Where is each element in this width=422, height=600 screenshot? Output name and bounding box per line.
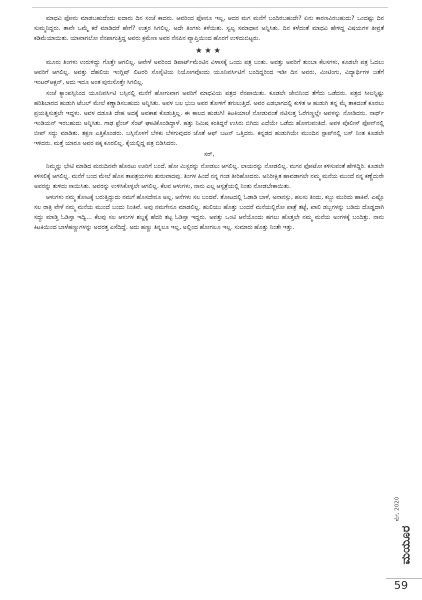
paragraph: ಸಂಜೆ ಕ್ಯಾಂಪಸ್ಸಿನಿಂದ ಯೂನಿವರ್ಸಿಟಿ ಬಸ್ಸಿನಲ್ಲಿ ಮನೆಗೆ ಹೋಗುವಾಗ ಅವರಿಗೆ ಮಾಧವಿಯ ಪತ್ರದ ನೆನಪಾಯಿತು. ಕೂಡಲೇ ಜೇಬಿನಿಂದ ತೆಗೆದು ಒಡೆದರು. ಪತ್ರದ ಸೀಲನ್ನಿಷ್ಟು ಹರಿಶಿಬಾರದ ಹುಡುಗಿ ಟೆಬಲ್ ಮೇಲೆ ಕಣ್ಣಾಡಿಸಬಹುದು ಅನ್ನಿಸಿತು. ಅವಳ ಬಲ ಭುಜ ಅವರ ತೋಳಿಗೆ ತಗುಲುತ್ತಿದೆ. ಅವರ ಎಡಭಾಗದಲ್ಲಿ ಕುಳಿತ ಆ ಹುಡುಗಿ ತನ್ನ ಮೈ ತಾಕದಂತೆ ಕೂರಲು ಪ್ರಯತ್ನಿಸುತ್ತಲೇ ಇದ್ದಳು. ಅವಳ ದಡೂತಿ ದೇಹ ಅದಕ್ಕೆ ಅವಕಾಶ ಕೊಡುತ್ತಿಲ್ಲ. ಈ ಕಾಲದ ಹುಡುಗಿ! ಕಿಟಕಿಯಾಚೆ ನೋಡುವಂತೆ ನಟಿಸುತ್ತ ಓರೆಗಣ್ಣಲ್ಲೇ ಅವಳನ್ನು ನೋಡಿದರು. ನಾರ್ಥ್ ಇಂಡಿಯನ್ ಇರಬಹುದು ಅನ್ನಿಸಿತು. ಗಾಢ ಫ್ರೆಂಚ್ ಸೆಂಟ್ ಘಾಟಿಕೊಂಡಿದ್ದಾಳೆ. ಹತ್ತು ನಿಮಿಷ ಕಂತಿದ್ದರೆ ಉಸಿರು ಬಿಗಿದು ಎದೆಯೇ ಒಡೆದು ಹೋಗುವಂತಿದೆ. ಅವಳ ಪೊಲೀಸ್ ಫೋನ್‌ನಲ್ಲಿ ಬೀಪ್ ಸದ್ದು ಮಾಡಿತು. ತಕ್ಷಣ ಎತ್ತಿಕೊಂಡರು. ಬಸ್ಸಿನೊಳಗೆ ಬೆಳಕು ಬೆಳಗುವುದರ ಜೊತೆ ಆಫ್ ಬಟನ್ ಒತ್ತಿದರು. ಕನ್ನಡದ ಹುಡುಗಿಯೇ ಮುಂದಿನ ಸ್ಟಾಪ್‌ನಲ್ಲಿ ಬಸ್ ನಿಂತ ಕೂಡಲೇ ಇಳಿದರು. ಮತ್ತೆ ಯಾರೂ ಅವರ ಪಕ್ಕ ಕೂರಲಿಲ್ಲ. ಕೈಯಲ್ಲಿದ್ದ ಪತ್ರ ಬಿಡಿಸಿದರು.	[34, 89, 384, 148]
issue-date: ಮೇ, 2020	[394, 496, 401, 522]
magazine-name: ಮಯೂರ	[398, 525, 413, 565]
section-break-stars: ★★★	[195, 46, 223, 56]
page-number: 59	[394, 579, 408, 592]
letter-salutation: ಸರ್,	[204, 151, 215, 159]
header-rule	[32, 7, 388, 8]
article-body	[34, 14, 384, 233]
paragraph: ನಿಮ್ಮನ್ನು ಭೇಟಿ ಮಾಡಿದ ಮರುದಿನವೇ ಹೊರಟು ಊರಿಗೆ ಬಂದೆ. ಹೋ ಮಿಸ್ಟರನ್ನು ನೋಡಲು ಆಗಲಿಲ್ಲ. ಲಾಯರನ್ನು ನೋಡಲಿಲ್ಲ. ಮಗನ ಫೋಟೋ ಕಳಿಸುವಂತೆ ಹೇಳಿದ್ದಿರಿ. ಕೂಡಲೇ ಕಳಿಸಲಿಕ್ಕೆ ಆಗಲಿಲ್ಲ. ಮನೆಗೆ ಬಂದ ಮೇಲೆ ಹೊಸ ತಾಪತ್ರಯಗಳು ಶುರುವಾದವು. ತಿಂಗಳ ಹಿಂದೆ ನನ್ನ ಗಂಡ ತೀರಿಹೋದರು. ಅನಿರೀಕ್ಷಿತ ಹಾವಡಾಗಲೇ ನಮ್ಮ ಮನೆಯ ಮುಂದೆ ನನ್ನ ಕಣ್ಣೆದುರೇ ಅವರನ್ನು ತುಳಿದು ಸಾಯಿಸಿತು. ಅವರನ್ನು ಉಳಿಸಿಕೊಳ್ಳಲೇ ಆಗಲಿಲ್ಲ. ಕೆಲವ ಆಳುಗಳು, ನಾನು ಎಲ್ಲ ಆಸ್ಪತ್ರೆಯಲ್ಲಿ ನಿಂತು ನೋಡಬೇಕಾಯಿತು.	[34, 163, 384, 191]
brand-wrap	[396, 514, 416, 576]
paragraph: ಮೂರು ತಿಂಗಳು ಉರುಳಿದ್ದು ಗೊತ್ತೇ ಆಗಲಿಲ್ಲ. ಆವೇಳೆ ಅವರಿಂದ ಡಿಪಾರ್ಟ್‌ಮೆಂಟಿನ ವಿಳಾಸಕ್ಕೆ ಒಂದು ಪತ್ರ ಬಂತು. ಅವತ್ತು ಅವರಿಗೆ ತುಂಬಾ ಕೆಲಸಗಳು, ಕೂಡಲೇ ಪತ್ರ ಓದಲು ಆವರಿಗೆ ಆಗಲಿಲ್ಲ. ಅವತ್ತು ದೆಹಲಿಯ ಇಂಗ್ಲಿಷ್ ಲಿಟರರಿ ಸೊಸೈಟಿಯ ನಿಯೋಗವೊಂದು ಯೂನಿವರ್ಸಿಟಿಗೆ ಬಂದಿದ್ದರಿಂದ ಇಡೀ ದಿನ ಅವರು, ಮೀಟಿಂಗು, ವಿದ್ಯಾರ್ಥಿಗಳ ಜತೆಗೆ ಇಂಟರ್‌ಆಕ್ಷನ್, ಅದು ಇದೂ ಅಂತ ಪುರುಸೊತ್ತೇ ಸಿಗಲಿಲ್ಲ.	[34, 59, 384, 87]
paragraph: ಆಳುಗಳು ನಮ್ಮ ತೋಟಕ್ಕೆ ಬರುತ್ತಿದ್ದುದು ನಮಗೆ ಹೊಸದೇನೂ ಅಲ್ಲ. ಆನೆಗಳು ಸಲ ಬಂದವೆ. ತೋಟದಲ್ಲಿ ಓಡಾಡಿ ಬಾಳೆ, ಅನಾನಸ್ಸು, ಹಲಸು ತಿಂದು, ಕಬ್ಬು ಮುರಿದು ಹಾಕಿವೆ. ಎಷ್ಟೊ ಸಲ ರಾತ್ರಿ ವೇಳೆ ನಮ್ಮ ಮನೆಯ ಮುಂದೆ ಬಂದು ನಿಂತಿವೆ. ಅವು ನಮಗೇನೂ ಮಾಡಲಿಲ್ಲ. ಹುಲಿಯು ಹೊತ್ತು ಬಂದರೆ ಮನೆಯಲ್ಲಿರೋ ಪಾತ್ರೆ ತಟ್ಟೆ, ಖಾಲಿ ಡಬ್ಬಗಳನ್ನು ಬಡಿದು ದೊಡ್ಡದಾಗಿ ಸದ್ದು ಮಾಡ್ತಿ ಓಡಿಸ್ತಾ ಇದ್ವಿ... ಕೆಲವು ಸಲ ಆಳುಗಳ ಶಬ್ದಕ್ಕೆ ಹೆದರಿ ತಟ್ಟ ಓಡಿಸ್ತಾ ಇದ್ದರು. ಅವತ್ತು ಒಂಟಿ ಆನೆಯೊಂದು ಹಗಲು ಹೊತ್ತಲೇ ನಮ್ಮ ಮನೆಯ ಅಂಗಳಕ್ಕೆ ಬಂದಿತ್ತು. ನಾನು ಕಿಟಕಿಯಿಂದ ಬಾಳೆಹಣ್ಣುಗಳನ್ನು ಅದರತ್ತ ಎಸೆದಿದ್ದೆ. ಅದು ಹಣ್ಣು ತಿನ್ನಲೂ ಇಲ್ಲ, ಅಲ್ಲಿಂದ ಹೋಗಲೂ ಇಲ್ಲ. ಸುಮಾರು ಹೊತ್ತು ನಿಂತೇ ಇತ್ತು.	[34, 193, 384, 231]
paragraph: ಮಾಧವಿ ಫೋನು ಮಾಡಬಹುದೆಂದು ಐದಾರು ದಿನ ಸಂಜೆ ಕಾದರು. ಆವರಿಂದ ಫೋನೂ ಇಲ್ಲ, ಆದರ ಮಗ ಮನೆಗೆ ಬಂದಿರಬಹುದೇ? ಏನು ಕಾರಣವಿರಬಹುದು? ಒಂದಷ್ಟು ದಿನ ಸುಮ್ಮನಿದ್ದರು. ತಾವೇ ಒಮ್ಮೆ ಕರೆ ಮಾಡಿದರೆ ಹೇಗೆ? ಉತ್ತರ ಸಿಗಲಿಲ್ಲ. ಅದೇ ತಿಂಗಳು ಕಳೆಯಿತು. ಸ್ವಲ್ಪ ಸಮಾಧಾನ ಅನ್ನಿಸಿತು. ದಿನ ಕಳೆದಂತೆ ಮಾಧವಿ ಹೇಳಿದ್ದ ವಿಷಯಗಳ ತೀವ್ರತೆ ಕಡಿಮೆಯಾಯಿತು. ಯಾವಾಗಲೋ ನೆನಪಾಗುತ್ತಿದ್ದ ಅವರು ಕ್ರಮೇಣ ಅವರ ನೆನಪಿನ ವ್ಯಾಪ್ತಿಯಿಂದ ಹೊರಗೆ ಉಳಿದುಬಿಟ್ಟರು.	[34, 15, 384, 43]
